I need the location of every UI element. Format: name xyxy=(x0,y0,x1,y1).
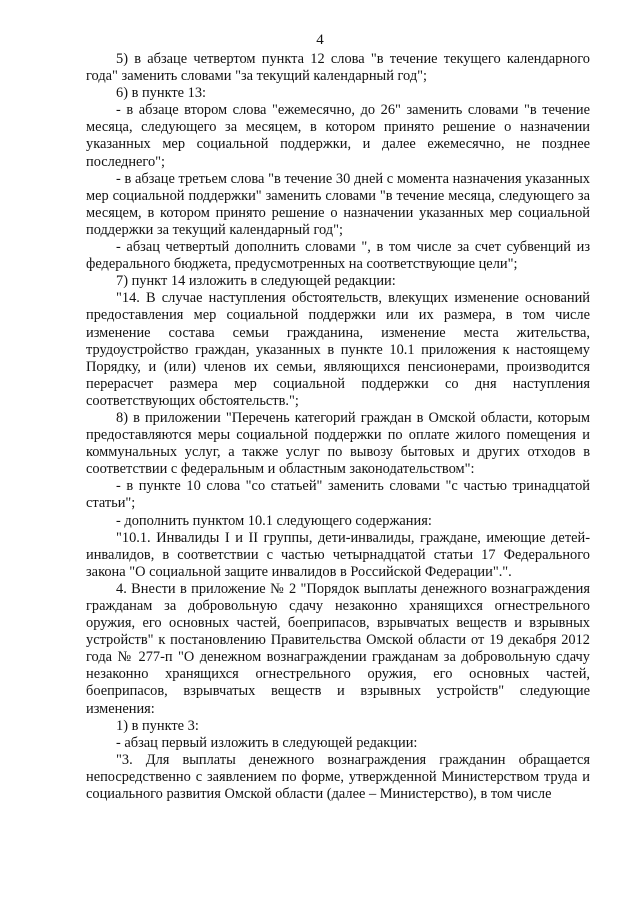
paragraph: 7) пункт 14 изложить в следующей редакции: xyxy=(116,273,396,290)
paragraph: 6) в пункте 13: xyxy=(116,85,207,102)
paragraph: - дополнить пунктом 10.1 следующего содержания: xyxy=(116,512,432,529)
page-number: 4 xyxy=(316,32,324,48)
paragraph: 5) в абзаце четвертом пункта 12 слова "в течение текущего календарного года" заменить словами "за текущий календарный год"; xyxy=(86,51,590,85)
paragraph: - абзац четвертый дополнить словами ", в том числе за счет субвенций из федерального бюджета, предусмотренных на соответствующие цели"; xyxy=(86,239,590,273)
paragraph: - в абзаце втором слова "ежемесячно, до 26" заменить словами "в течение месяца, следующего за месяцем, в котором принято решение о назначении указанных мер социальной поддержки, и далее ежемесячно, не позднее последнего"; xyxy=(86,102,590,170)
paragraph: - в пункте 10 слова "со статьей" заменить словами "с частью тринадцатой статьи"; xyxy=(86,478,590,512)
paragraph: "10.1. Инвалиды I и II группы, дети-инвалиды, граждане, имеющие детей-инвалидов, в соответствии с частью четырнадцатой статьи 17 Федерального закона "О социальной защите инвалидов в Российской Федерации".". xyxy=(86,529,590,580)
paragraph: 1) в пункте 3: xyxy=(116,717,199,734)
document-body xyxy=(86,51,590,803)
paragraph: 8) в приложении "Перечень категорий граждан в Омской области, которым предоставляются меры социальной поддержки по оплате жилого помещения и коммунальных услуг, а также услуг по вывозу бытовых и других отходов в соответствии с федеральным и областным законодательством": xyxy=(86,409,590,478)
paragraph: "3. Для выплаты денежного вознаграждения гражданин обращается непосредственно с заявлением по форме, утвержденной Министерством труда и социального развития Омской области (далее – Министерство), в том числе xyxy=(86,751,590,803)
paragraph: - абзац первый изложить в следующей редакции: xyxy=(116,734,418,751)
paragraph: "14. В случае наступления обстоятельств, влекущих изменение оснований предоставления мер социальной поддержки или их размера, в том числе изменение состава семьи гражданина, изменение места жительства, трудоустройство граждан, указанных в пункте 10.1 приложения к настоящему Порядку, и (или) членов их семьи, являющихся пенсионерами, производится перерасчет размера мер социальной поддержки со дня наступления соответствующих обстоятельств."; xyxy=(86,290,590,409)
paragraph: - в абзаце третьем слова "в течение 30 дней с момента назначения указанных мер социальной поддержки" заменить словами "в течение месяца, следующего за месяцем, в котором принято решение о назначении указанных мер социальной поддержки за текущий календарный год"; xyxy=(86,170,590,238)
paragraph: 4. Внести в приложение № 2 "Порядок выплаты денежного вознаграждения гражданам за добровольную сдачу незаконно хранящихся огнестрельного оружия, его основных частей, боеприпасов, взрывчатых веществ и взрывных устройств" к постановлению Правительства Омской области от 19 декабря 2012 года № 277-п "О денежном вознаграждении гражданам за добровольную сдачу незаконно хранящихся огнестрельного оружия, его основных частей, боеприпасов, взрывчатых веществ и взрывных устройств" следующие изменения: xyxy=(86,580,590,717)
